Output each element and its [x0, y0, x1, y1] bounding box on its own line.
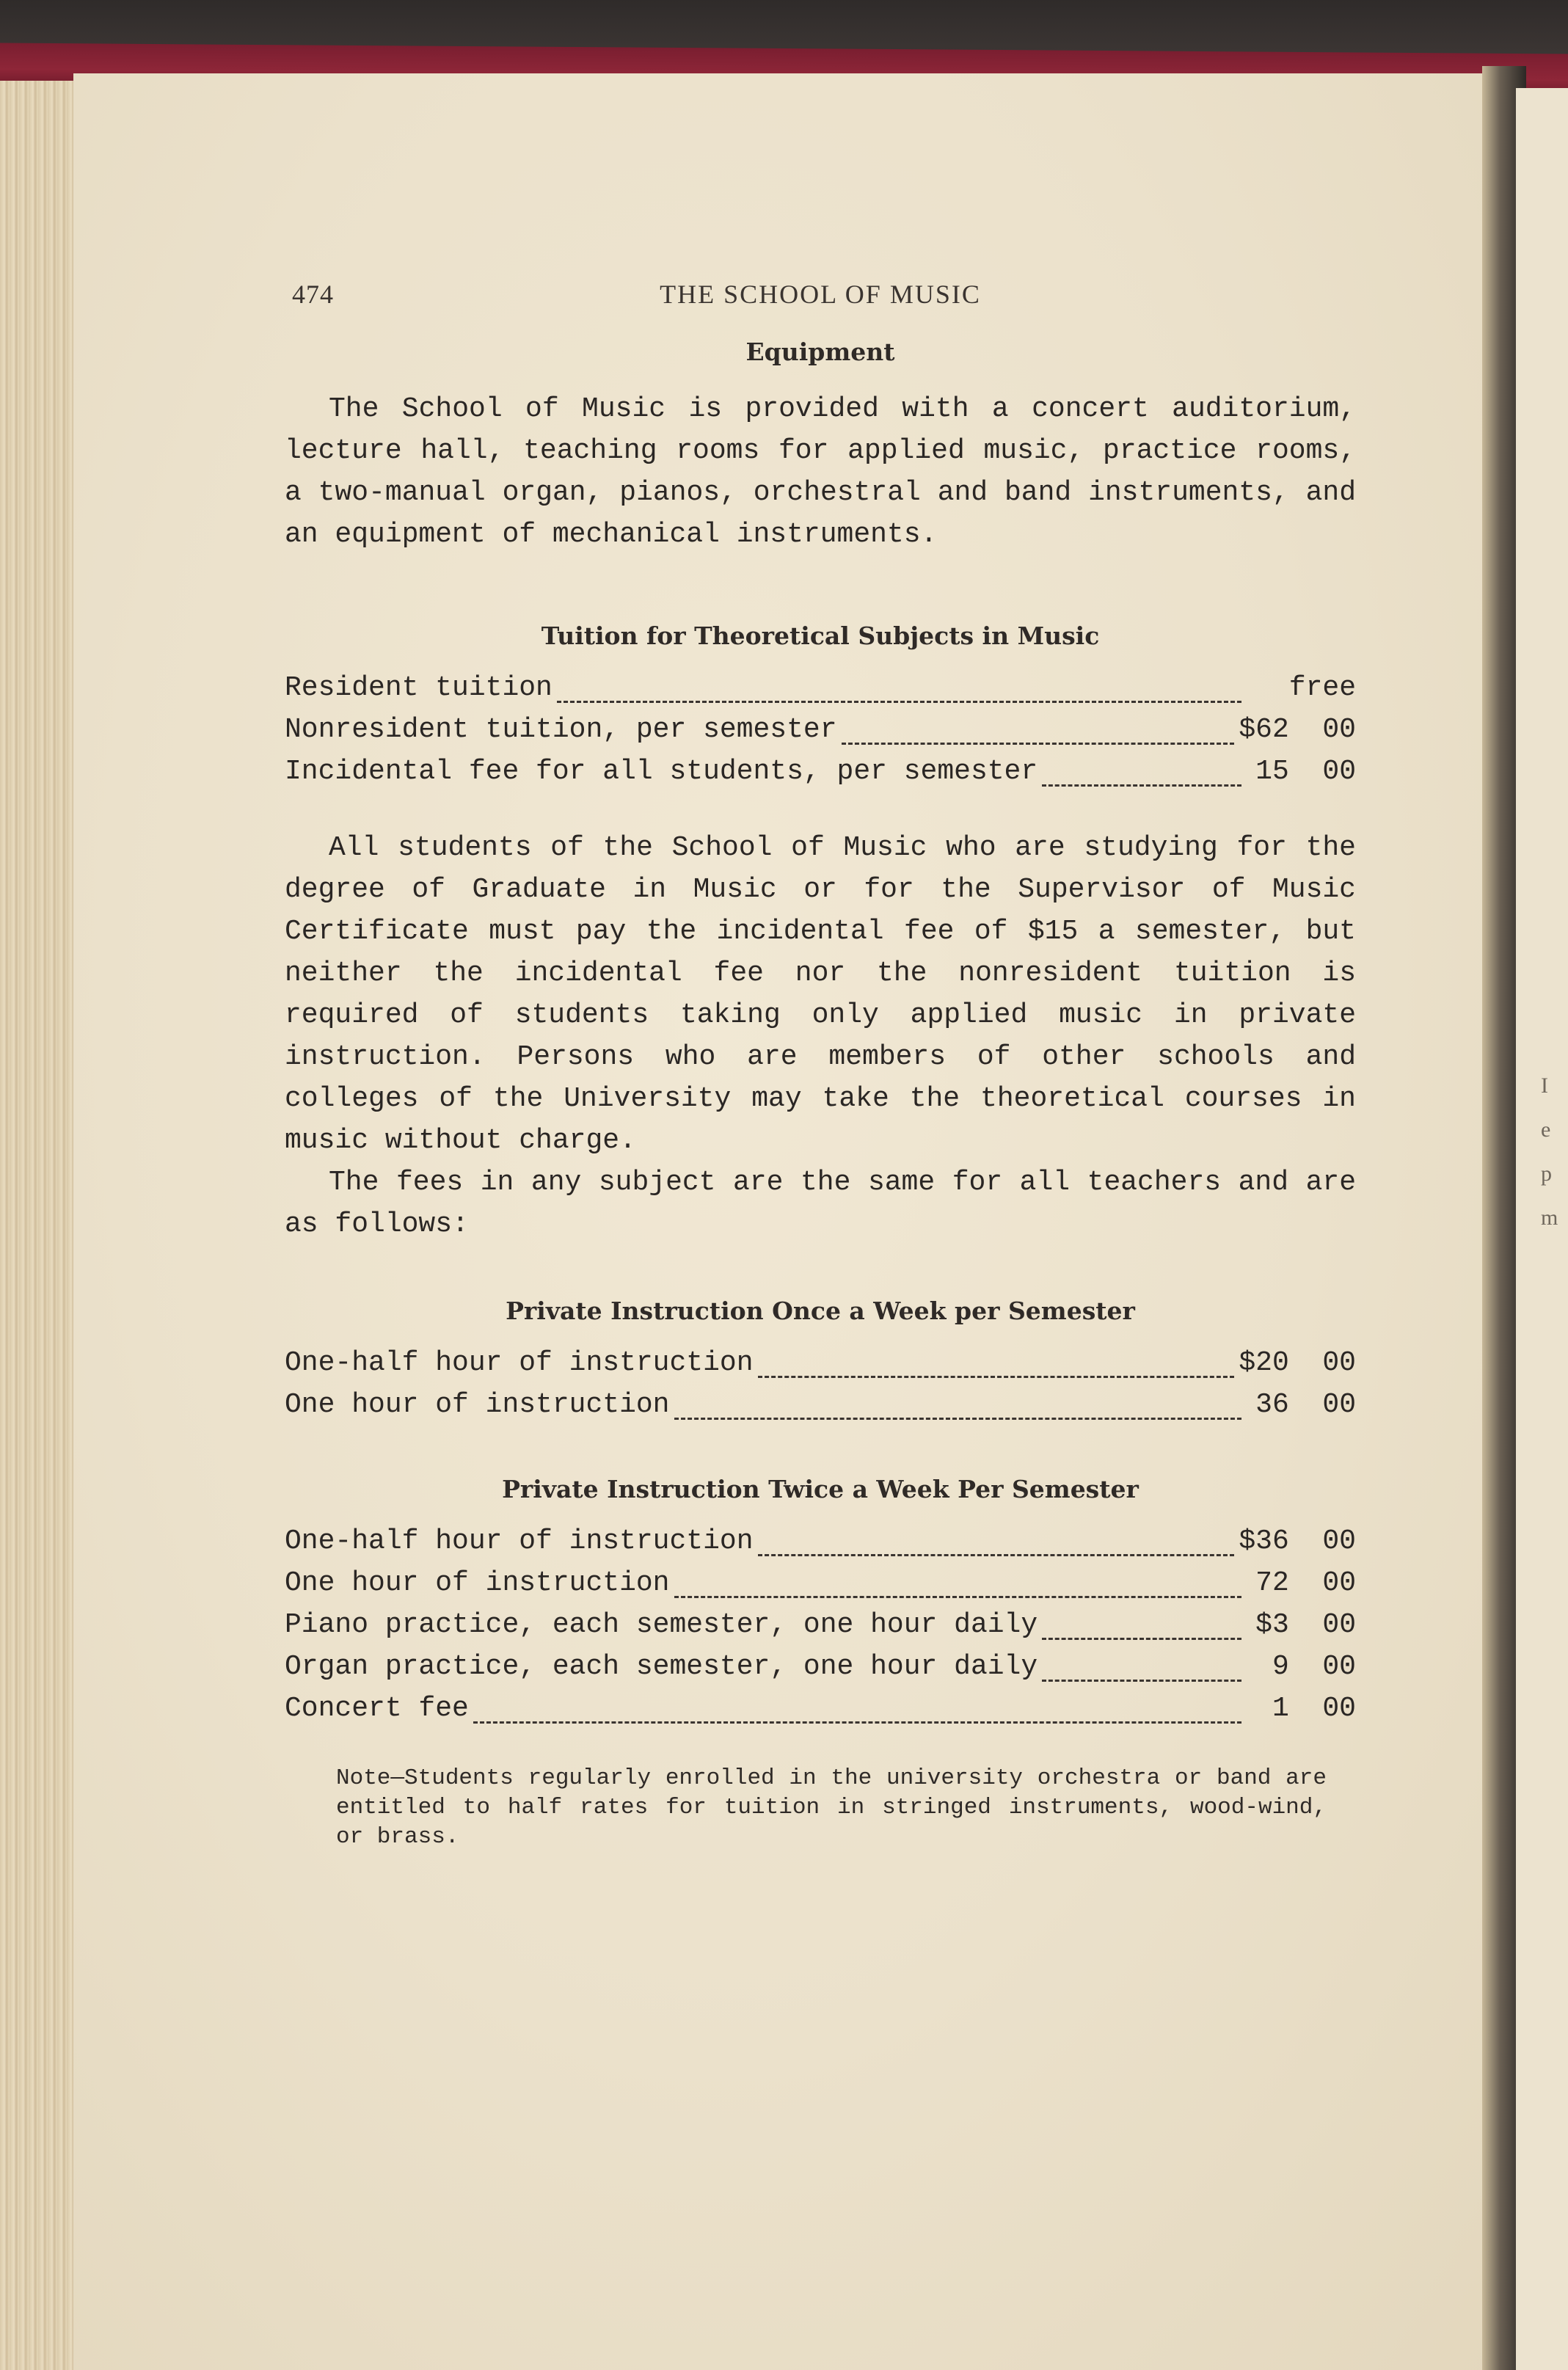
once-a-week-heading: Private Instruction Once a Week per Semester — [506, 1297, 1135, 1325]
tuition-fee-list — [285, 672, 1356, 798]
fee-row — [285, 1693, 1356, 1735]
fee-row — [285, 1567, 1356, 1609]
fees-intro-paragraph: The fees in any subject are the same for all teachers and are as follows: — [285, 1167, 1356, 1240]
dot-leader — [674, 1418, 1242, 1420]
fee-label: Organ practice, each semester, one hour daily — [285, 1651, 1038, 1682]
fee-amount: free — [1288, 672, 1356, 704]
fee-label: One-half hour of instruction — [285, 1347, 754, 1379]
fee-amount: $3 00 — [1255, 1609, 1356, 1641]
fee-label: Concert fee — [285, 1693, 469, 1724]
page-number: 474 — [292, 280, 334, 309]
fee-row — [285, 714, 1356, 756]
fee-amount: $20 00 — [1239, 1347, 1356, 1379]
fee-row — [285, 1389, 1356, 1431]
dot-leader — [674, 1596, 1242, 1598]
fee-row — [285, 756, 1356, 798]
running-header — [285, 279, 1356, 323]
equipment-paragraph: The School of Music is provided with a concert auditorium, lecture hall, teaching rooms for applied music, practice rooms, a two-manual organ, pianos, orchestral and band instruments, and an equipment of mechanical instruments. — [285, 393, 1356, 550]
fee-label: Incidental fee for all students, per semester — [285, 756, 1038, 787]
fee-row — [285, 1651, 1356, 1693]
page-stack-edge — [0, 81, 81, 2370]
twice-a-week-fee-list — [285, 1525, 1356, 1735]
dot-leader — [1042, 1680, 1241, 1682]
fee-amount: 9 00 — [1272, 1651, 1356, 1682]
fee-row — [285, 672, 1356, 714]
page-content — [285, 279, 1356, 1852]
fee-label: One hour of instruction — [285, 1567, 670, 1599]
scan-background-top — [0, 0, 1568, 51]
fee-amount: $62 00 — [1239, 714, 1356, 745]
once-a-week-fee-list — [285, 1347, 1356, 1431]
fee-amount: $36 00 — [1239, 1525, 1356, 1557]
facing-page-letters: I e p m — [1541, 1073, 1558, 1230]
fee-label: One hour of instruction — [285, 1389, 670, 1421]
fee-amount: 72 00 — [1255, 1567, 1356, 1599]
fee-amount: 36 00 — [1255, 1389, 1356, 1421]
fee-label: Piano practice, each semester, one hour daily — [285, 1609, 1038, 1641]
tuition-heading: Tuition for Theoretical Subjects in Music — [541, 621, 1100, 650]
dot-leader — [758, 1554, 1235, 1556]
dot-leader — [1042, 784, 1241, 787]
fee-row — [285, 1347, 1356, 1389]
dot-leader — [842, 743, 1235, 745]
fee-row — [285, 1525, 1356, 1567]
twice-a-week-heading: Private Instruction Twice a Week Per Semester — [502, 1475, 1139, 1503]
dot-leader — [758, 1376, 1235, 1378]
instrument-rate-note: Note—Students regularly enrolled in the university orchestra or band are entitled to half rates for tuition in stringed instruments, wood-wind, or brass. — [336, 1765, 1327, 1850]
fee-label: Nonresident tuition, per semester — [285, 714, 837, 745]
dot-leader — [557, 701, 1241, 703]
fees-explanation-paragraph: All students of the School of Music who are studying for the degree of Graduate in Music or for the Supervisor of Music Certificate must pay the incidental fee of $15 a semester, but neither the incidental fee nor the nonresident tuition is required of students taking only applied music in private instruction. Persons who are members of other schools and colleges of the University may take the theoretical courses in music without charge. — [285, 832, 1356, 1156]
fee-label: One-half hour of instruction — [285, 1525, 754, 1557]
fee-amount: 1 00 — [1272, 1693, 1356, 1724]
dot-leader — [1042, 1638, 1241, 1640]
fee-amount: 15 00 — [1255, 756, 1356, 787]
fee-row — [285, 1609, 1356, 1651]
fee-label: Resident tuition — [285, 672, 553, 704]
running-title: THE SCHOOL OF MUSIC — [660, 280, 981, 309]
dot-leader — [473, 1721, 1241, 1724]
equipment-heading: Equipment — [745, 338, 895, 366]
